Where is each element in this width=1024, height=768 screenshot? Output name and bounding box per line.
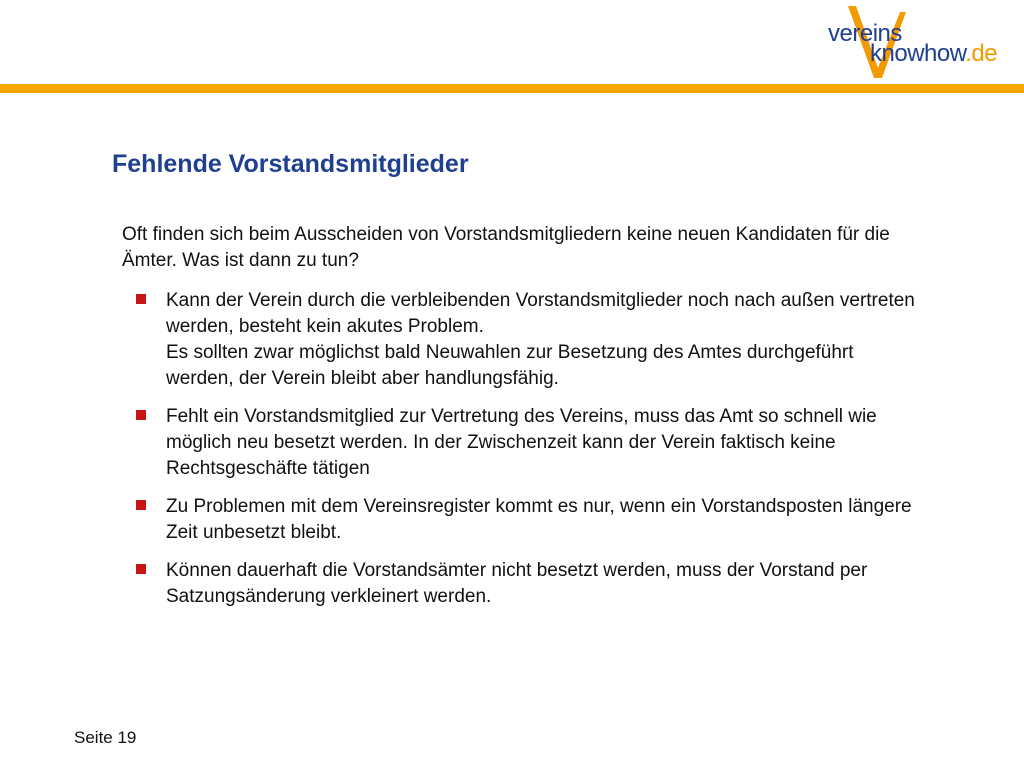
logo-text-tld: .de xyxy=(965,40,998,67)
bullet-text: Zu Problemen mit dem Vereinsregister kommt es nur, wenn ein Vorstandsposten längere Zeit unbesetzt bleibt. xyxy=(166,496,912,543)
bullet-item xyxy=(122,288,922,392)
slide-title: Fehlende Vorstandsmitglieder xyxy=(112,150,469,178)
page-number: Seite 19 xyxy=(74,728,137,747)
bullet-item xyxy=(122,494,922,546)
square-bullet-icon xyxy=(136,410,146,420)
square-bullet-icon xyxy=(136,564,146,574)
vereinsknowhow-logo xyxy=(820,6,998,82)
logo-text-knowhow-main: knowhow xyxy=(870,40,966,67)
logo-text-knowhow xyxy=(870,40,997,68)
header-stripe xyxy=(0,84,1024,93)
bullet-text: Können dauerhaft die Vorstandsämter nicht besetzt werden, muss der Vorstand per Satzungsänderung verkleinert werden. xyxy=(166,560,868,607)
bullet-item xyxy=(122,404,922,482)
square-bullet-icon xyxy=(136,500,146,510)
bullet-text: Kann der Verein durch die verbleibenden Vorstandsmitglieder noch nach außen vertreten werden, besteht kein akutes Problem. Es sollten zwar möglichst bald Neuwahlen zur Besetzung des Amtes durchgeführt werden, der Verein bleibt aber handlungsfähig. xyxy=(166,290,915,389)
intro-paragraph: Oft finden sich beim Ausscheiden von Vorstandsmitgliedern keine neuen Kandidaten für die Ämter. Was ist dann zu tun? xyxy=(122,224,890,271)
bullet-list xyxy=(122,288,922,622)
bullet-item xyxy=(122,558,922,610)
bullet-text: Fehlt ein Vorstandsmitglied zur Vertretung des Vereins, muss das Amt so schnell wie möglich neu besetzt werden. In der Zwischenzeit kann der Verein faktisch keine Rechtsgeschäfte tätigen xyxy=(166,406,877,479)
square-bullet-icon xyxy=(136,294,146,304)
logo-text-vereins: vereins xyxy=(828,20,902,47)
